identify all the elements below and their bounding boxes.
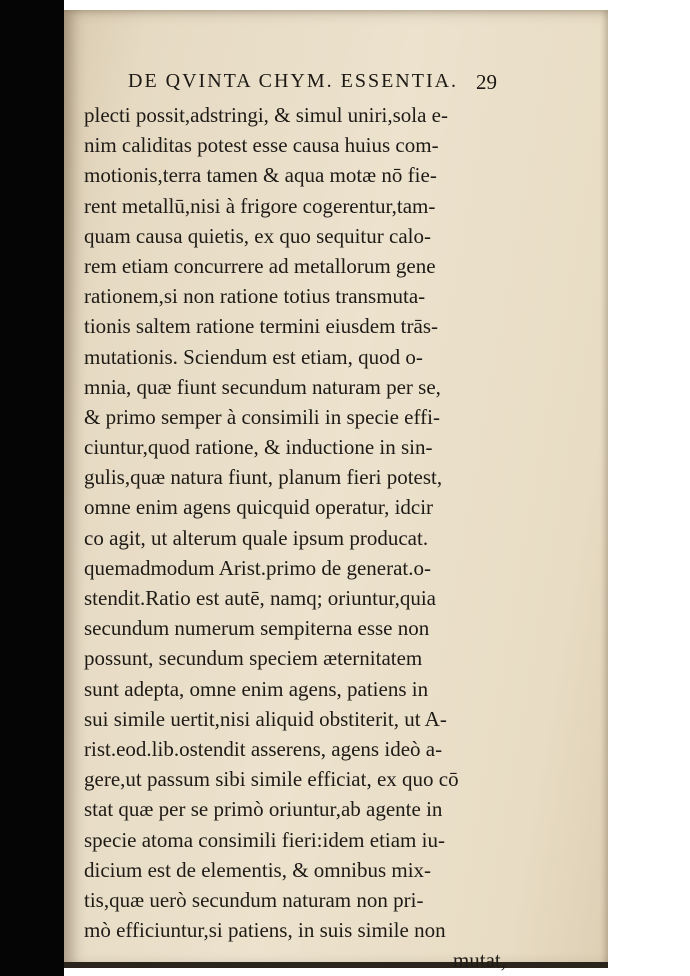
text-line: possunt, secundum speciem æternitatem: [84, 646, 423, 671]
page-number: 29: [476, 70, 497, 94]
text-line: quam causa quietis, ex quo sequitur calo-: [84, 223, 431, 248]
text-line: rent metallū,nisi à frigore cogerentur,tam-: [84, 193, 436, 218]
text-line: specie atoma consimili fieri:idem etiam iu-: [84, 827, 445, 852]
text-line: omne enim agens quicquid operatur, idcir: [84, 495, 434, 520]
text-line: dicium est de elementis, & omnibus mix-: [84, 857, 432, 882]
scan-background: [0, 0, 64, 976]
text-line: tionis saltem ratione termini eiusdem trās-: [84, 314, 438, 339]
text-line: gulis,quæ natura fiunt, planum fieri potest,: [84, 465, 443, 490]
text-line: rationem,si non ratione totius transmuta-: [84, 284, 426, 309]
text-line: plecti possit,adstringi, & simul uniri,sola e-: [84, 103, 448, 127]
text-line: stat quæ per se primò oriuntur,ab agente in: [84, 797, 443, 822]
text-line: ciuntur,quod ratione, & inductione in sin-: [84, 435, 433, 460]
text-line: mnia, quæ fiunt secundum naturam per se,: [84, 374, 441, 399]
text-line: co agit, ut alterum quale ipsum producat.: [84, 525, 429, 550]
running-header: DE QVINTA CHYM. ESSENTIA.: [128, 70, 459, 92]
text-line: quemadmodum Arist.primo de generat.o-: [84, 555, 432, 580]
text-line: tis,quæ uerò secundum naturam non pri-: [84, 887, 424, 912]
text-line: & primo semper à consimili in specie effi-: [84, 404, 440, 429]
text-line: nim caliditas potest esse causa huius com-: [84, 133, 439, 158]
text-line: mutationis. Sciendum est etiam, quod o-: [84, 344, 423, 369]
text-line: rist.eod.lib.ostendit asserens, agens ideò a-: [84, 736, 443, 761]
text-line: motionis,terra tamen & aqua motæ nō fie-: [84, 163, 437, 188]
catchword: mutat,: [452, 948, 506, 973]
text-line: rem etiam concurrere ad metallorum gene: [84, 253, 436, 278]
text-line: sui simile uertit,nisi aliquid obstiterit, ut A-: [84, 706, 447, 731]
text-line: gere,ut passum sibi simile efficiat, ex quo cō: [84, 767, 459, 792]
text-line: mò efficiuntur,si patiens, in suis simile non: [84, 918, 446, 943]
text-line: stendit.Ratio est autē, namq; oriuntur,quia: [84, 586, 437, 610]
body-text: [84, 100, 514, 975]
text-line: sunt adepta, omne enim agens, patiens in: [84, 676, 429, 701]
text-line: secundum numerum sempiterna esse non: [84, 616, 430, 641]
